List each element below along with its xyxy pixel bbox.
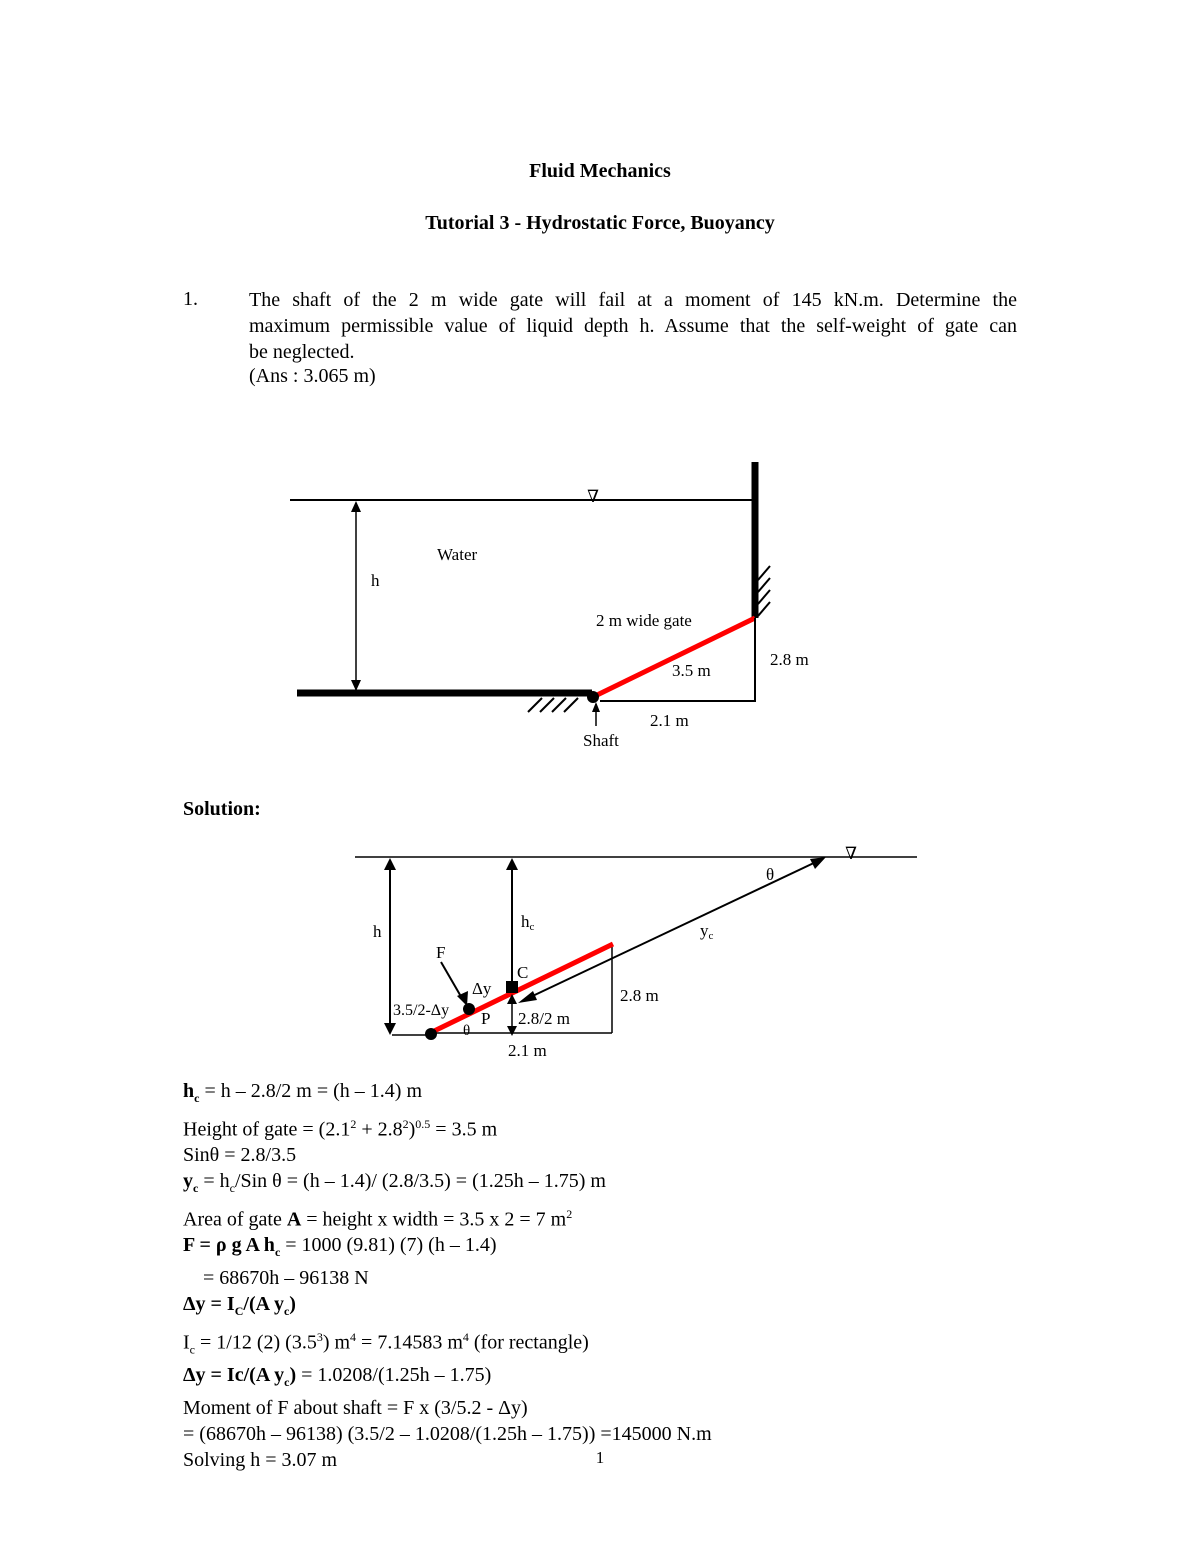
half-vertical-arrow-bottom [507, 1026, 517, 1036]
pressure-center-point [463, 1003, 475, 1015]
gate-label: 2 m wide gate [596, 611, 692, 630]
h-label: h [371, 571, 380, 590]
yc-arrow-tail [518, 991, 537, 1003]
c-label: C [517, 963, 529, 982]
course-title: Fluid Mechanics [529, 160, 671, 182]
centroid-marker [506, 981, 518, 993]
h-arrow-top-2 [384, 858, 396, 870]
shaft-pivot [587, 691, 599, 703]
force-arrow-line [441, 962, 463, 1000]
solution-line-7: = 68670h – 96138 N [203, 1267, 369, 1290]
yc-arrow-head [810, 857, 826, 869]
solution-line-3: Sinθ = 2.8/3.5 [183, 1144, 297, 1167]
free-surface-symbol-2: ∇ [845, 844, 857, 863]
shaft-point [425, 1028, 437, 1040]
solution-heading: Solution: [183, 798, 261, 820]
question-line-1: The shaft of the 2 m wide gate will fail at a moment of 145 kN.m. Determine the [249, 289, 1017, 311]
solution-diagram [0, 820, 1200, 1070]
water-label: Water [437, 545, 478, 564]
dy-label: Δy [472, 979, 492, 998]
h-label-2: h [373, 922, 382, 941]
vertical-label-2: 2.8 m [620, 986, 659, 1005]
h-arrow-bottom-2 [384, 1023, 396, 1035]
theta-label: θ [766, 865, 775, 884]
wall-hatching [758, 566, 770, 616]
shaft-arrow-head [592, 702, 600, 712]
floor-hatching [528, 698, 578, 712]
hc-label: hc [521, 912, 535, 933]
solution-line-6: F = ρ g A $h_c = 1000$ (9.81) (7) (h – 1.4) [183, 1234, 497, 1260]
horizontal-label: 2.1 m [650, 711, 689, 730]
theta-label-2: θ [463, 1023, 471, 1039]
solution-line-10: Δy = Ic/(A $y_c) = 1.0208/(1.25h - 1.75)$ [183, 1364, 492, 1390]
page-number: 1 [595, 1448, 605, 1467]
half-vertical-label: 2.8/2 m [518, 1009, 570, 1028]
question-line-2: maximum permissible value of liquid depth h. Assume that the self-weight of gate can [249, 315, 1017, 337]
gate-length-label: 3.5 m [672, 661, 711, 680]
f-label: F [436, 943, 446, 962]
h-arrow-top [351, 501, 361, 512]
horizontal-label-2: 2.1 m [508, 1041, 547, 1060]
free-surface-symbol: ∇ [587, 487, 599, 506]
solution-line-9: $I_c = 1/12$ (2) $(3.5^3) m^4 = 7.14583$ $m^4$ (for rectangle) [183, 1329, 589, 1357]
solution-line-4: $y_c = h_c/Sin$ θ = (h – 1.4)/ (2.8/3.5) = (1.25h – 1.75) m [183, 1170, 606, 1196]
question-number: 1. [183, 288, 198, 310]
tutorial-title: Tutorial 3 - Hydrostatic Force, Buoyancy [425, 212, 775, 234]
h-arrow-bottom [351, 680, 361, 691]
solution-line-1: $h_c = h - 2.8/2$ m = (h – 1.4) m [183, 1080, 423, 1105]
solution-line-2: Height of gate = $(2.1^2 + 2.8^2)^{0.5} = 3.5$ m [183, 1116, 498, 1141]
solution-line-5: Area of gate A = height x width = 3.5 x 2 = 7 $m^2$ [183, 1206, 573, 1231]
dist-label: 3.5/2-Δy [393, 1002, 450, 1019]
question-line-3: be neglected. [249, 341, 355, 363]
hc-arrow-top [506, 858, 518, 870]
p-label: P [481, 1009, 491, 1028]
yc-label: yc [700, 921, 714, 942]
solution-line-12: = (68670h – 96138) (3.5/2 – 1.0208/(1.25h – 1.75)) =145000 N.m [183, 1422, 712, 1445]
solution-line-11: Moment of F about shaft = F x (3/5.2 - Δy) [183, 1396, 528, 1419]
solution-line-8: $\Delta y = I_C/(A$ $y_c$) [183, 1292, 296, 1318]
vertical-label: 2.8 m [770, 650, 809, 669]
answer-text: (Ans : 3.065 m) [249, 365, 376, 387]
solution-line-13: Solving h = 3.07 m [183, 1448, 338, 1471]
solution-steps [183, 1079, 712, 1473]
shaft-label: Shaft [583, 731, 619, 750]
